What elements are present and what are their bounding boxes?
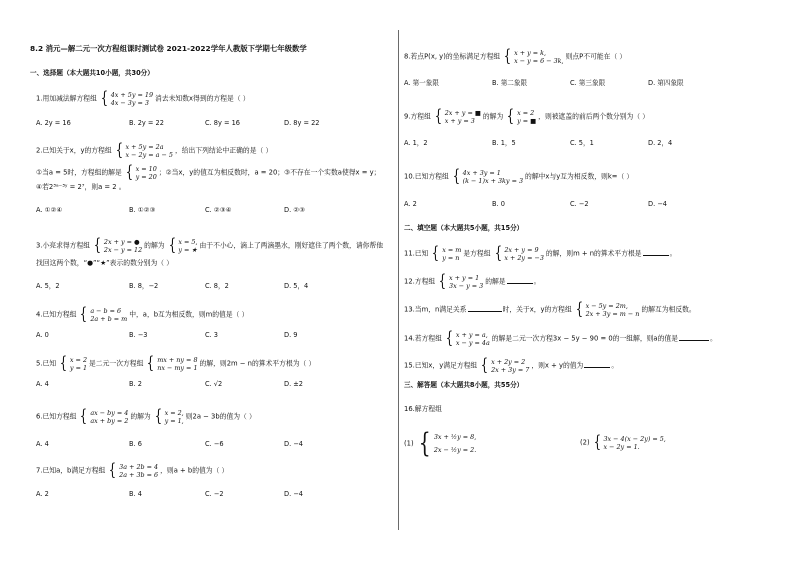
equation-system: { 3a + 2b = 4 2a + 3b = 6 xyxy=(108,460,159,480)
question-1 xyxy=(36,90,250,107)
option-b[interactable]: B. 6 xyxy=(129,440,142,448)
option-c[interactable]: C. 第三象限 xyxy=(570,79,606,87)
option-b[interactable]: B. 2 xyxy=(129,380,142,388)
option-d[interactable]: D. 8y = 22 xyxy=(284,119,320,127)
question-text: 1.用加减法解方程组 xyxy=(36,94,97,103)
option-d[interactable]: D. −4 xyxy=(648,200,667,208)
option-a[interactable]: A. 4 xyxy=(36,440,49,448)
question-16-part-2: (2) { 3x − 4(x − 2y) = 5, x − 2y = 1. xyxy=(580,432,666,452)
option-a[interactable]: A. 4 xyxy=(36,380,49,388)
question-3-line-2: 找回这两个数，“●”“★”表示的数分别为（ ） xyxy=(36,259,174,267)
option-a[interactable]: A. 2y = 16 xyxy=(36,119,71,127)
question-2-line-2: ①当a = 5时，方程组的解是 { x = 10 y = 20 ；②当x，y的值互为相反数时，a = 20；③不存在一个实数a使得x = y； xyxy=(36,162,381,182)
option-b[interactable]: B. 8，−2 xyxy=(129,282,159,290)
equation-system: { 2x + y = 9 x + 2y = −3 xyxy=(494,243,544,263)
question-12: 12.方程组 { x + y = 1 3x − y = 3 的解是 。 xyxy=(404,271,541,291)
equation-system: { a − b = 6 2a + b = m xyxy=(80,304,128,324)
equation-system: { x + y = 1 3x − y = 3 xyxy=(438,271,484,291)
option-d[interactable]: D. 第四象限 xyxy=(648,79,684,87)
solution-system: { x = 2 y = 1 xyxy=(59,353,88,373)
question-2-line-3: ④若2³ᵃ⁻³ʸ = 2⁷，则a = 2 。 xyxy=(36,183,126,191)
option-a[interactable]: A. 0 xyxy=(36,331,49,339)
option-c[interactable]: C. −2 xyxy=(205,490,224,498)
question-text: 消去未知数x得到的方程是（ ） xyxy=(155,94,250,103)
option-a[interactable]: A. 2 xyxy=(36,490,49,498)
section-heading-fill: 二、填空题（本大题共5小题，共15分） xyxy=(404,224,524,232)
option-c[interactable]: C. 5，1 xyxy=(570,139,594,147)
question-6: 6.已知方程组 { ax − by = 4 ax + by = 2 的解为 { x = 2, y = 1, 则2a − 3b的值为（ ） xyxy=(36,406,256,426)
option-c[interactable]: C. √2 xyxy=(205,380,223,388)
solution-system: { x = 2 y = ■ xyxy=(506,106,537,126)
question-4: 4.已知方程组 { a − b = 6 2a + b = m 中，a，b互为相反数，则m的值是（ ） xyxy=(36,304,249,324)
equation-system: { 3x + ½y = 8, 2x − ½y = 2. xyxy=(418,428,477,459)
equation-system: { mx + ny = 8 nx − my = 1 xyxy=(147,353,198,373)
column-divider xyxy=(398,30,399,530)
equation-system: { ax − by = 4 ax + by = 2 xyxy=(80,406,129,426)
question-7: 7.已知a，b满足方程组 { 3a + 2b = 4 2a + 3b = 6 ，则a + b的值为（ ） xyxy=(36,460,229,480)
answer-blank[interactable] xyxy=(643,249,669,256)
question-15: 15.已知x，y满足方程组 { x + 2y = 2 2x + 3y = 7 ，则x + y的值为 。 xyxy=(404,355,619,375)
option-d[interactable]: D. −4 xyxy=(284,440,303,448)
question-2: 2.已知关于x，y的方程组 { x + 5y = 2a x − 2y = a − 5 ，给出下列结论中正确的是（ ） xyxy=(36,140,273,160)
question-9: 9.方程组 { 2x + y = ■ x + y = 3 的解为 { x = 2 y = ■ ，则被遮盖的前后两个数分别为（ ） xyxy=(404,106,650,126)
option-a[interactable]: A. 2 xyxy=(404,200,417,208)
option-c[interactable]: C. 8，2 xyxy=(205,282,229,290)
option-c[interactable]: C. 3 xyxy=(205,331,218,339)
question-13: 13.当m，n满足关系 时，关于x，y的方程组 { x − 5y = 2m, 2x + 3y = m − n 的解互为相反数。 xyxy=(404,299,696,319)
equation-system: { 3x − 4(x − 2y) = 5, x − 2y = 1. xyxy=(593,432,666,452)
option-b[interactable]: B. −3 xyxy=(129,331,148,339)
equation-system: { x + y = k, x − y = 6 − 3k, xyxy=(503,46,564,66)
option-b[interactable]: B. ①②③ xyxy=(129,206,156,214)
question-16-heading: 16.解方程组 xyxy=(404,405,442,413)
option-d[interactable]: D. ±2 xyxy=(284,380,303,388)
option-b[interactable]: B. 1，5 xyxy=(492,139,516,147)
equation-system: { 2x + y = ■ x + y = 3 xyxy=(434,106,481,126)
option-a[interactable]: A. ①②④ xyxy=(36,206,63,214)
option-c[interactable]: C. ②③④ xyxy=(205,206,232,214)
option-c[interactable]: C. 8y = 16 xyxy=(205,119,241,127)
answer-blank[interactable] xyxy=(507,277,533,284)
option-c[interactable]: C. −2 xyxy=(570,200,589,208)
question-3: 3.小亮求得方程组 { 2x + y = ● 2x − y = 12 的解为 { x = 5, y = ★ 由于不小心，滴上了两滴墨水，刚好遮住了两个数，请你帮他 xyxy=(36,235,384,255)
option-d[interactable]: D. −4 xyxy=(284,490,303,498)
option-a[interactable]: A. 第一象限 xyxy=(404,79,439,87)
option-b[interactable]: B. 2y = 22 xyxy=(129,119,164,127)
option-d[interactable]: D. 2，4 xyxy=(648,139,673,147)
option-d[interactable]: D. 5，4 xyxy=(284,282,309,290)
option-d[interactable]: D. 9 xyxy=(284,331,298,339)
equation-system: { 4x + 5y = 19 4x − 3y = 3 xyxy=(100,88,154,108)
section-heading-choice: 一、选择题（本大题共10小题，共30分） xyxy=(30,69,154,77)
answer-blank[interactable] xyxy=(584,361,610,368)
question-5: 5.已知 { x = 2 y = 1 是二元一次方程组 { mx + ny = 8 nx − my = 1 的解，则2m − n的算术平方根为（ ） xyxy=(36,353,316,373)
solution-system: { x = 10 y = 20 xyxy=(125,162,157,182)
equation-system: { x + y = a, x − y = 4a xyxy=(445,328,490,348)
equation-system: { x − 5y = 2m, 2x + 3y = m − n xyxy=(575,299,640,319)
question-14: 14.若方程组 { x + y = a, x − y = 4a 的解是二元一次方程3x − 5y − 90 = 0的一组解，则a的值是 。 xyxy=(404,328,717,348)
question-11: 11.已知 { x = m y = n 是方程组 { 2x + y = 9 x + 2y = −3 的解，则m + n的算术平方根是 。 xyxy=(404,243,677,263)
option-b[interactable]: B. 第二象限 xyxy=(492,79,528,87)
equation-system: { 4x + 3y = 1 (k − 1)x + 3ky = 3 xyxy=(452,166,524,186)
option-b[interactable]: B. 4 xyxy=(129,490,142,498)
question-16-part-1: (1) { 3x + ½y = 8, 2x − ½y = 2. xyxy=(404,428,477,459)
option-d[interactable]: D. ②③ xyxy=(284,206,306,214)
option-c[interactable]: C. −6 xyxy=(205,440,224,448)
answer-blank[interactable] xyxy=(468,305,502,312)
option-b[interactable]: B. 0 xyxy=(492,200,505,208)
solution-system: { x = 2, y = 1, xyxy=(154,406,184,426)
question-8: 8.若点P(x, y)的坐标满足方程组 { x + y = k, x − y = 6 − 3k, 则点P不可能在（ ） xyxy=(404,46,627,66)
answer-blank[interactable] xyxy=(679,334,709,341)
equation-system: { 2x + y = ● 2x − y = 12 xyxy=(93,235,143,255)
option-a[interactable]: A. 5，2 xyxy=(36,282,60,290)
section-heading-answer: 三、解答题（本大题共8小题，共55分） xyxy=(404,381,524,389)
equation-system: { x + 2y = 2 2x + 3y = 7 xyxy=(480,355,530,375)
solution-system: { x = m y = n xyxy=(432,243,462,263)
option-a[interactable]: A. 1，2 xyxy=(404,139,428,147)
solution-system: { x = 5, y = ★ xyxy=(168,235,198,255)
page-title: 8.2 消元—解二元一次方程组课时测试卷 2021-2022学年人教版下学期七年级数学 xyxy=(30,44,307,53)
question-10: 10.已知方程组 { 4x + 3y = 1 (k − 1)x + 3ky = 3 的解中x与y互为相反数，则k=（ ） xyxy=(404,166,634,186)
equation-system: { x + 5y = 2a x − 2y = a − 5 xyxy=(115,140,173,160)
